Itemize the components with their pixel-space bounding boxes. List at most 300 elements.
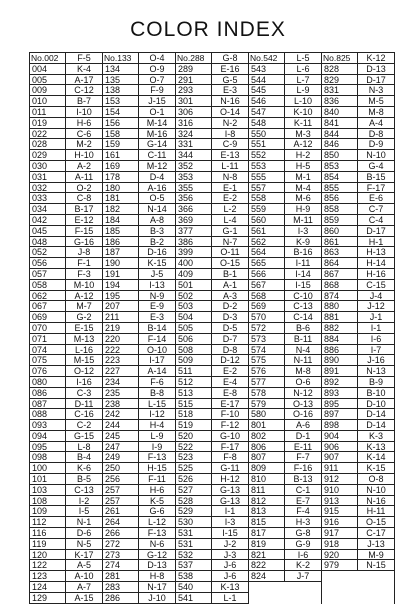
color-number: 828 (322, 64, 358, 74)
color-code: L-6 (296, 63, 310, 74)
color-number: 572 (249, 323, 285, 333)
color-code: I-15 (295, 279, 311, 290)
table-row (322, 345, 394, 356)
color-code: H-3 (295, 517, 311, 528)
color-code: M-1 (295, 171, 311, 182)
color-number: 913 (322, 496, 358, 506)
table-row (176, 64, 248, 75)
table-row (176, 107, 248, 118)
color-code: J-6 (223, 560, 237, 571)
color-code: N-9 (149, 290, 165, 301)
color-code: A-1 (222, 279, 237, 290)
color-number: 234 (103, 377, 139, 387)
table-row (103, 496, 175, 507)
table-row (176, 85, 248, 96)
color-code: A-12 (74, 290, 94, 301)
color-code: E-16 (220, 63, 240, 74)
color-number: 028 (30, 139, 66, 149)
table-row (249, 269, 321, 280)
table-row (322, 118, 394, 129)
table-row (103, 85, 175, 96)
table-row (30, 560, 102, 571)
color-code: A-2 (76, 160, 91, 171)
color-number: 369 (176, 215, 212, 225)
table-row (176, 550, 248, 561)
color-number: 011 (30, 107, 66, 117)
color-code: C-3 (76, 387, 92, 398)
column-header-row (322, 53, 394, 64)
table-row (249, 431, 321, 442)
color-code: B-8 (149, 387, 164, 398)
color-code: L-9 (296, 85, 310, 96)
color-code: F-6 (150, 376, 164, 387)
table-row (30, 96, 102, 107)
color-code: A-3 (222, 290, 237, 301)
table-row (30, 582, 102, 593)
color-number: 569 (249, 301, 285, 311)
table-row (30, 269, 102, 280)
color-code: N-11 (293, 355, 313, 366)
color-number: 022 (30, 129, 66, 139)
color-code: C-16 (74, 409, 94, 420)
index-column (103, 53, 176, 604)
color-number: 553 (249, 161, 285, 171)
color-number: 506 (176, 334, 212, 344)
table-row (176, 291, 248, 302)
color-number: 880 (322, 301, 358, 311)
color-number: 161 (103, 150, 139, 160)
color-number: 356 (176, 193, 212, 203)
table-row (176, 539, 248, 550)
color-number: 100 (30, 463, 66, 473)
color-code: I-14 (295, 268, 311, 279)
color-code: D-1 (295, 430, 311, 441)
color-number: 257 (103, 485, 139, 495)
color-number: 508 (176, 345, 212, 355)
table-row (30, 452, 102, 463)
color-code: J-1 (369, 312, 383, 322)
color-code: N-3 (368, 85, 384, 96)
color-code: K-15 (147, 258, 167, 268)
color-code: D-8 (222, 344, 238, 355)
table-row (176, 517, 248, 528)
table-row (176, 463, 248, 474)
table-row (249, 377, 321, 388)
color-code: O-12 (73, 366, 94, 376)
color-number: 547 (249, 107, 285, 117)
table-row (249, 485, 321, 496)
color-number: 190 (103, 258, 139, 268)
table-row (249, 64, 321, 75)
color-number: 512 (176, 377, 212, 387)
color-code: B-6 (295, 322, 310, 333)
color-number: 920 (322, 550, 358, 560)
color-number: 558 (249, 193, 285, 203)
table-row (103, 64, 175, 75)
table-row (103, 593, 175, 604)
color-code: F-14 (147, 333, 167, 344)
color-number: 080 (30, 377, 66, 387)
color-number: 257 (103, 496, 139, 506)
color-code: A-15 (74, 592, 94, 603)
color-code: N-16 (220, 96, 240, 106)
table-row (30, 506, 102, 517)
table-row (103, 301, 175, 312)
color-number: 094 (30, 431, 66, 441)
color-number: 884 (322, 334, 358, 344)
color-number: 574 (249, 345, 285, 355)
table-row (322, 550, 394, 561)
color-code: B-11 (293, 333, 313, 344)
color-number: 860 (322, 226, 358, 236)
column-header-row (249, 53, 321, 64)
color-code: D-3 (222, 312, 238, 322)
table-row (322, 64, 394, 75)
table-row (322, 355, 394, 366)
color-code: A-12 (293, 139, 313, 150)
table-row (176, 258, 248, 269)
color-number: 095 (30, 442, 66, 452)
table-row (249, 334, 321, 345)
color-number: 503 (176, 301, 212, 311)
color-code: B-10 (366, 387, 386, 398)
table-row (30, 301, 102, 312)
color-code: K-5 (149, 495, 164, 506)
table-row (249, 237, 321, 248)
color-code: D-17 (366, 74, 386, 85)
table-row (176, 560, 248, 571)
color-number: 030 (30, 161, 66, 171)
table-row (30, 129, 102, 140)
table-row (249, 172, 321, 183)
table-row (103, 280, 175, 291)
color-number: 301 (176, 96, 212, 106)
table-row (249, 129, 321, 140)
color-number: 074 (30, 345, 66, 355)
color-code: K-10 (293, 106, 313, 117)
table-row (322, 474, 394, 485)
table-row (249, 388, 321, 399)
table-row (103, 452, 175, 463)
table-row (322, 75, 394, 86)
table-row (176, 442, 248, 453)
table-row (30, 420, 102, 431)
table-row (249, 560, 321, 571)
color-code: B-1 (222, 268, 237, 279)
color-code: D-14 (366, 409, 386, 420)
color-code: C-6 (76, 128, 92, 139)
color-number: 005 (30, 75, 66, 85)
color-number: 898 (322, 420, 358, 430)
table-row (30, 388, 102, 399)
color-number: 227 (103, 366, 139, 376)
color-code: O-9 (149, 63, 165, 74)
color-number: 366 (176, 204, 212, 214)
color-code: K-2 (295, 560, 310, 571)
color-number: 562 (249, 237, 285, 247)
color-code: C-13 (293, 301, 313, 312)
table-row (103, 237, 175, 248)
table-row (103, 485, 175, 496)
color-number: 195 (103, 291, 139, 301)
color-code: F-4 (296, 506, 310, 517)
table-row (103, 506, 175, 517)
color-number: 531 (176, 528, 212, 538)
color-number: 906 (322, 442, 358, 452)
color-number: 819 (249, 539, 285, 549)
color-number: 831 (322, 85, 358, 95)
table-row (30, 161, 102, 172)
color-code: O-8 (368, 474, 384, 484)
column-header-row (30, 53, 102, 64)
color-number: 181 (103, 193, 139, 203)
color-code: E-1 (222, 182, 237, 193)
table-row (176, 582, 248, 593)
color-code: F-3 (77, 268, 91, 279)
page-title: COLOR INDEX (130, 18, 286, 41)
color-number: 272 (103, 539, 139, 549)
color-number: 907 (322, 452, 358, 462)
color-code: D-16 (147, 247, 167, 258)
color-code: N-16 (366, 495, 386, 506)
color-code: E-7 (295, 495, 310, 506)
table-row (176, 237, 248, 248)
color-number: 874 (322, 291, 358, 301)
table-row (176, 172, 248, 183)
color-number: 219 (103, 323, 139, 333)
table-row (30, 442, 102, 453)
table-row (249, 139, 321, 150)
table-row (322, 442, 394, 453)
table-row (30, 312, 102, 323)
color-code: G-14 (146, 139, 167, 150)
color-number: 123 (30, 571, 66, 581)
table-row (30, 485, 102, 496)
color-number: 568 (249, 291, 285, 301)
color-number: 861 (322, 237, 358, 247)
table-row (249, 496, 321, 507)
color-code: J-7 (296, 571, 310, 582)
color-number: 109 (30, 506, 66, 516)
color-number: 076 (30, 366, 66, 376)
table-row (322, 258, 394, 269)
color-number: 810 (249, 474, 285, 484)
color-number: 316 (176, 118, 212, 128)
color-number: 918 (322, 539, 358, 549)
color-number: 010 (30, 96, 66, 106)
color-number: 261 (103, 506, 139, 516)
color-number: 855 (322, 183, 358, 193)
table-row (322, 269, 394, 280)
table-row (176, 226, 248, 237)
table-row (249, 442, 321, 453)
color-number: 409 (176, 269, 212, 279)
color-code: M-3 (295, 128, 311, 139)
color-number: 555 (249, 172, 285, 182)
color-code: M-11 (293, 214, 313, 225)
color-code: B-5 (76, 474, 91, 484)
color-code: D-13 (147, 560, 167, 571)
table-row (30, 291, 102, 302)
color-number: 811 (249, 485, 285, 495)
header-number: No.002 (30, 53, 66, 63)
color-code: C-1 (295, 484, 311, 495)
color-number: 067 (30, 301, 66, 311)
table-row (322, 139, 394, 150)
table-row (30, 107, 102, 118)
color-index-table (29, 52, 395, 604)
table-row (322, 247, 394, 258)
table-row (322, 485, 394, 496)
table-row (103, 161, 175, 172)
color-code: N-7 (222, 236, 238, 247)
color-code: M-9 (368, 549, 384, 560)
color-number: 331 (176, 139, 212, 149)
table-row (249, 161, 321, 172)
table-row (103, 355, 175, 366)
table-row (322, 539, 394, 550)
table-row (30, 399, 102, 410)
column-header-row (103, 53, 175, 64)
color-code: H-15 (147, 463, 167, 474)
color-number: 182 (103, 204, 139, 214)
color-number: 561 (249, 226, 285, 236)
color-code: L-1 (223, 592, 237, 603)
table-row (322, 237, 394, 248)
color-code: A-16 (147, 182, 167, 193)
color-number: 580 (249, 409, 285, 419)
table-row (176, 75, 248, 86)
color-code: O-1 (149, 106, 165, 117)
color-number: 840 (322, 107, 358, 117)
color-number: 578 (249, 388, 285, 398)
table-row (30, 550, 102, 561)
color-number: 841 (322, 118, 358, 128)
color-code: I-1 (224, 506, 236, 517)
table-row (103, 129, 175, 140)
color-number: 169 (103, 161, 139, 171)
color-code: M-6 (295, 193, 311, 204)
color-number: 256 (103, 474, 139, 484)
table-row (103, 571, 175, 582)
color-number: 528 (176, 496, 212, 506)
color-number: 824 (249, 571, 285, 581)
table-row (176, 593, 248, 604)
color-code: J-3 (223, 549, 237, 560)
color-number: 286 (103, 593, 139, 603)
table-row (249, 247, 321, 258)
header-code: K-12 (366, 53, 386, 63)
color-number: 291 (176, 75, 212, 85)
color-number: 817 (249, 528, 285, 538)
color-number: 058 (30, 280, 66, 290)
table-row (322, 366, 394, 377)
color-code: I-10 (76, 106, 92, 117)
header-number: No.825 (322, 53, 358, 63)
table-row (249, 107, 321, 118)
color-code: C-2 (76, 420, 92, 430)
color-code: H-14 (366, 258, 386, 268)
color-code: D-9 (368, 139, 384, 150)
color-code: J-12 (367, 301, 385, 312)
table-row (249, 399, 321, 410)
color-number: 836 (322, 96, 358, 106)
color-number: 034 (30, 204, 66, 214)
color-number: 570 (249, 312, 285, 322)
table-row (30, 215, 102, 226)
color-code: K-4 (76, 63, 91, 74)
color-number: 033 (30, 193, 66, 203)
table-row (322, 150, 394, 161)
color-code: I-2 (78, 495, 90, 506)
color-number: 293 (176, 85, 212, 95)
color-number: 806 (249, 442, 285, 452)
color-code: E-17 (220, 398, 240, 409)
table-row (30, 64, 102, 75)
table-row (249, 301, 321, 312)
color-number: 098 (30, 452, 66, 462)
table-row (103, 474, 175, 485)
table-row (322, 172, 394, 183)
color-code: I-7 (370, 344, 382, 355)
table-row (322, 85, 394, 96)
table-row (176, 139, 248, 150)
color-code: B-9 (368, 376, 383, 387)
table-row (30, 474, 102, 485)
color-number: 266 (103, 528, 139, 538)
color-number: 895 (322, 399, 358, 409)
table-row (176, 345, 248, 356)
color-number: 377 (176, 226, 212, 236)
table-row (176, 150, 248, 161)
color-code: A-17 (74, 74, 94, 85)
color-number: 238 (103, 399, 139, 409)
color-number: 122 (30, 560, 66, 570)
header-number: No.542 (249, 53, 285, 63)
color-number: 904 (322, 431, 358, 441)
table-row (249, 226, 321, 237)
color-code: G-13 (219, 495, 240, 506)
table-row (103, 204, 175, 215)
color-code: F-13 (147, 452, 167, 463)
color-code: E-9 (149, 301, 164, 312)
color-number: 274 (103, 560, 139, 570)
color-code: M-8 (368, 106, 384, 117)
index-column (322, 53, 395, 604)
color-number: 518 (176, 409, 212, 419)
table-row (176, 474, 248, 485)
color-code: D-13 (366, 63, 386, 74)
color-code: H-4 (149, 420, 165, 430)
color-number: 822 (249, 560, 285, 570)
color-code: E-11 (293, 441, 313, 452)
table-row (322, 161, 394, 172)
color-code: M-14 (146, 117, 168, 128)
color-code: F-12 (220, 420, 240, 430)
color-number: 557 (249, 183, 285, 193)
color-code: O-6 (295, 376, 311, 387)
table-row (30, 204, 102, 215)
color-number: 187 (103, 247, 139, 257)
table-row (176, 161, 248, 172)
color-number: 882 (322, 323, 358, 333)
color-number: 273 (103, 550, 139, 560)
color-number: 120 (30, 550, 66, 560)
color-code: O-14 (219, 106, 240, 117)
table-row (322, 291, 394, 302)
table-row (30, 334, 102, 345)
table-row (176, 118, 248, 129)
